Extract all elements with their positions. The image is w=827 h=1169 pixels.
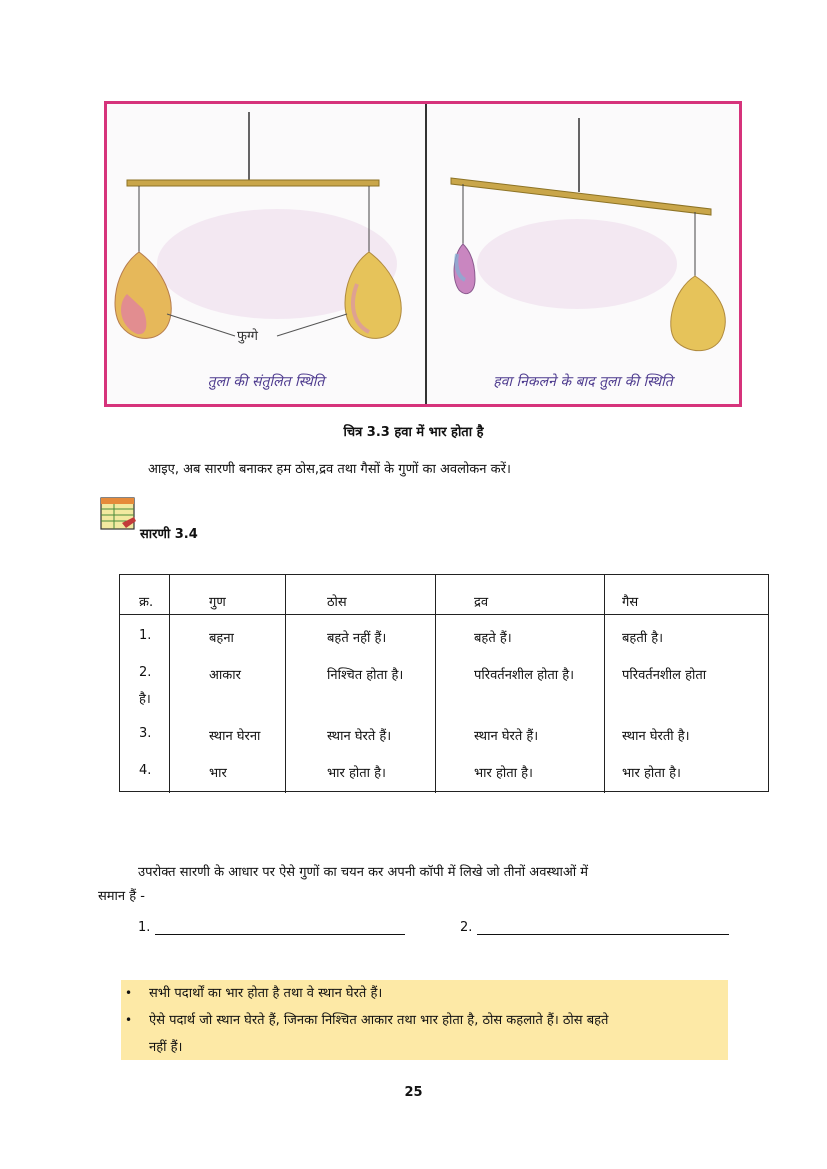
- column-divider: [604, 575, 605, 793]
- table-header-cell: क्र.: [139, 595, 154, 610]
- right-panel-caption: हवा निकलने के बाद तुला की स्थिति: [493, 374, 673, 390]
- summary-point-text: सभी पदार्थों का भार होता है तथा वे स्थान घेरते हैं।: [149, 986, 383, 1001]
- answer-line: [155, 920, 405, 935]
- table-cell: 3.: [139, 726, 152, 741]
- summary-box: [121, 980, 728, 1060]
- answer-blank-1: [138, 920, 405, 935]
- figure-caption: चित्र 3.3 हवा में भार होता है: [343, 425, 484, 440]
- question-paragraph: उपरोक्त सारणी के आधार पर ऐसे गुणों का चयन कर अपनी कॉपी में लिखे जो तीनों अवस्थाओं में: [138, 865, 589, 880]
- balance-beam: [127, 180, 379, 186]
- table-cell: निश्चित होता है।: [327, 668, 404, 683]
- table-header-cell: गैस: [622, 595, 639, 610]
- summary-point-text-continued: नहीं हैं।: [149, 1040, 183, 1055]
- table-header-cell: ठोस: [327, 595, 347, 610]
- answer-blank-label: 2.: [460, 920, 473, 935]
- table-icon: [100, 497, 136, 531]
- balanced-scale-panel: [107, 104, 425, 404]
- table-cell: परिवर्तनशील होता: [622, 668, 707, 683]
- unbalanced-scale-panel: [427, 104, 739, 404]
- table-cell-wrap: है।: [139, 692, 151, 707]
- summary-point-text: ऐसे पदार्थ जो स्थान घेरते हैं, जिनका निश्चित आकार तथा भार होता है, ठोस कहलाते हैं। ठोस बहते: [149, 1013, 609, 1028]
- table-cell: बहती है।: [622, 631, 664, 646]
- table-cell: आकार: [209, 668, 241, 683]
- table-cell: भार होता है।: [622, 766, 681, 781]
- bullet-icon: •: [125, 986, 133, 1000]
- table-header-cell: गुण: [209, 595, 226, 610]
- column-divider: [435, 575, 436, 793]
- table-header-cell: द्रव: [474, 595, 489, 610]
- table-cell: 4.: [139, 763, 152, 778]
- bullet-icon: •: [125, 1013, 133, 1027]
- question-paragraph-continued: समान हैं -: [98, 889, 146, 904]
- table-cell: स्थान घेरते हैं।: [327, 729, 392, 744]
- figure-balance-balloons: [104, 101, 742, 407]
- background-wash: [477, 219, 677, 309]
- table-cell: बहना: [209, 631, 234, 646]
- table-cell: भार होता है।: [474, 766, 533, 781]
- answer-line: [477, 920, 729, 935]
- page-number: 25: [404, 1085, 423, 1100]
- intro-paragraph: आइए, अब सारणी बनाकर हम ठोस,द्रव तथा गैसों के गुणों का अवलोकन करें।: [148, 462, 511, 477]
- table-cell: बहते हैं।: [474, 631, 512, 646]
- column-divider: [169, 575, 170, 793]
- table-cell: परिवर्तनशील होता है।: [474, 668, 575, 683]
- table-cell: भार होता है।: [327, 766, 386, 781]
- table-cell: बहते नहीं हैं।: [327, 631, 387, 646]
- properties-table: [119, 574, 769, 792]
- column-divider: [285, 575, 286, 793]
- tilted-balance-beam: [451, 178, 711, 215]
- table-cell: 1.: [139, 628, 152, 643]
- table-title: सारणी 3.4: [140, 527, 198, 542]
- summary-point: [125, 1007, 724, 1061]
- answer-blank-2: [460, 920, 729, 935]
- label-pointer-left: [167, 314, 235, 336]
- summary-point: [125, 980, 724, 1007]
- table-cell: स्थान घेरती है।: [622, 729, 690, 744]
- header-divider: [120, 614, 768, 615]
- left-panel-caption: तुला की संतुलित स्थिति: [207, 374, 325, 390]
- table-cell: स्थान घेरना: [209, 729, 261, 744]
- balloon-label: फुग्गे: [237, 329, 258, 344]
- table-cell: 2.: [139, 665, 152, 680]
- table-cell: स्थान घेरते हैं।: [474, 729, 539, 744]
- answer-blank-label: 1.: [138, 920, 151, 935]
- table-cell: भार: [209, 766, 227, 781]
- inflated-balloon: [671, 276, 726, 351]
- balanced-scale-illustration: [107, 104, 425, 404]
- unbalanced-scale-illustration: [427, 104, 739, 404]
